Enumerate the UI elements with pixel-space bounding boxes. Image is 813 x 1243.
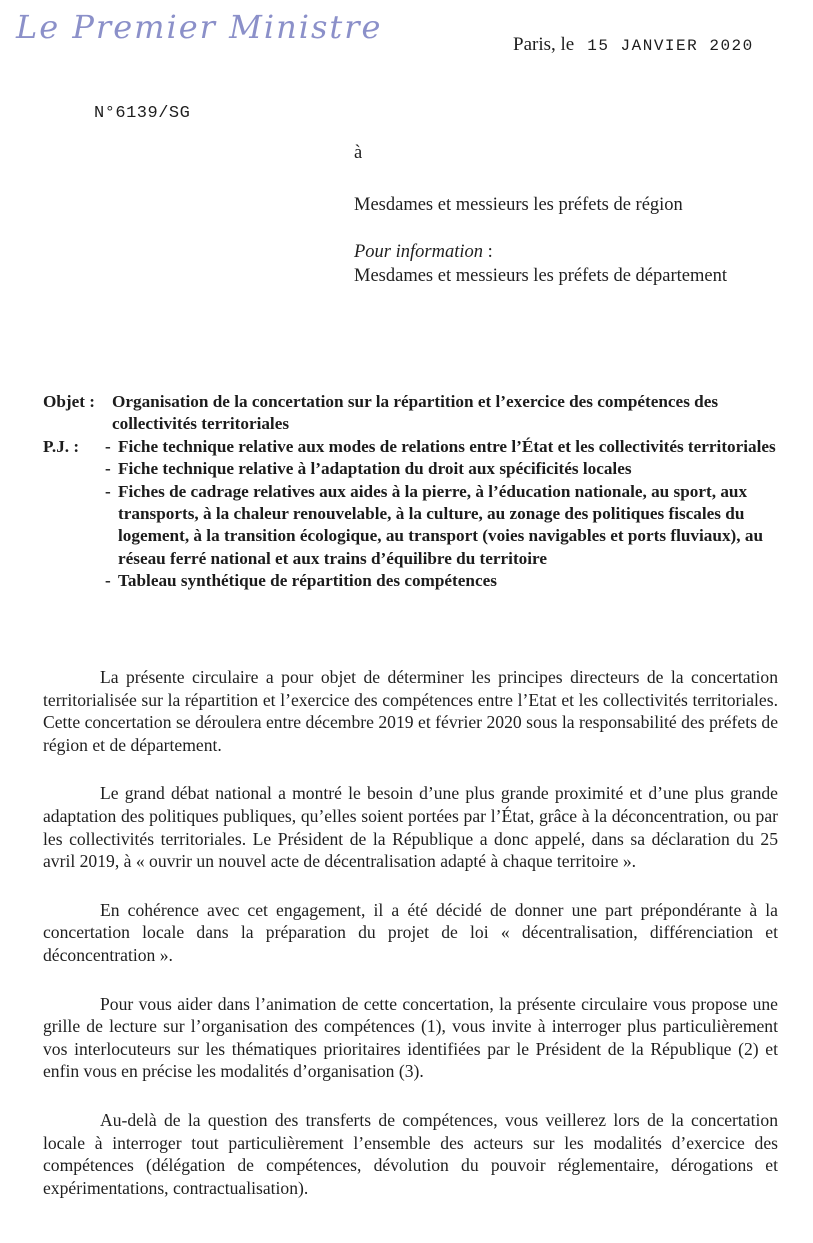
pj-item	[105, 458, 786, 480]
letterhead-script: Le Premier Ministre	[16, 8, 383, 46]
objet-label: Objet :	[43, 392, 96, 411]
info-label	[354, 240, 727, 264]
pj-item-text: Fiche technique relative à l’adaptation du droit aux spécificités locales	[118, 459, 632, 479]
pj-item-text: Fiches de cadrage relatives aux aides à la pierre, à l’éducation nationale, au sport, aux transports, à la chaleur renouvelable, à la culture, au zonage des politiques fiscales du logement, à la transition écologique, au transport (voies navigables et ports fluviaux), au réseau ferré national et aux trains d’équilibre du territoire	[118, 481, 764, 568]
pj-item	[105, 436, 786, 458]
pj-label: P.J. :	[43, 436, 80, 456]
subject-block	[43, 391, 786, 593]
recipient-department-line: Mesdames et messieurs les préfets de département	[354, 266, 727, 286]
body-paragraph: En cohérence avec cet engagement, il a été décidé de donner une part prépondérante à la concertation locale dans la préparation du projet de loi « décentralisation, différenciation et déconcentration ».	[43, 899, 778, 965]
pj-row	[43, 436, 786, 593]
reference-number: N°6139/SG	[94, 104, 191, 123]
recipient-region-line: Mesdames et messieurs les préfets de région	[354, 195, 683, 215]
body-paragraph: Le grand débat national a montré le besoin d’une plus grande proximité et d’une plus grande adaptation des politiques publiques, qu’elles soient portées par l’État, grâce à la déconcentration, ou par les collectivités territoriales. Le Président de la République a donc appelé, dans sa déclaration du 25 avril 2019, à « ouvrir un nouvel acte de décentralisation adapté à chaque territoire ».	[43, 783, 778, 872]
dash-marker: -	[105, 436, 111, 456]
letter-body	[43, 666, 778, 1225]
dash-marker: -	[105, 481, 111, 501]
objet-row	[43, 391, 786, 436]
pj-list	[105, 436, 786, 593]
date-stamp: 15 JANVIER 2020	[587, 37, 754, 55]
pj-item	[105, 481, 786, 571]
dash-marker: -	[105, 571, 111, 591]
recipients-block	[354, 141, 727, 288]
objet-text: Organisation de la concertation sur la répartition et l’exercice des compétences des collectivités territoriales	[112, 392, 719, 434]
body-paragraph: Au-delà de la question des transferts de compétences, vous veillerez lors de la concertation locale à interroger tout particulièrement l’ensemble des acteurs sur les modalités d’exercice des compétences (délégation de compétences, dévolution du pouvoir réglementaire, dérogations et expérimentations, contractualisation).	[43, 1109, 778, 1198]
pj-item	[105, 570, 786, 592]
info-label-italic: Pour information	[354, 242, 483, 262]
pj-item-text: Fiche technique relative aux modes de relations entre l’État et les collectivités territoriales	[118, 436, 776, 456]
dateline	[513, 34, 754, 56]
place-label: Paris, le	[513, 34, 575, 55]
body-paragraph: La présente circulaire a pour objet de déterminer les principes directeurs de la concertation territorialisée sur la répartition et l’exercice des compétences entre l’Etat et les collectivités territoriales. Cette concertation se déroulera entre décembre 2019 et février 2020 sous la responsabilité des préfets de région et de département.	[43, 667, 778, 755]
dash-marker: -	[105, 459, 111, 479]
to-prefix: à	[354, 143, 363, 163]
info-label-colon: :	[483, 242, 493, 262]
body-paragraph: Pour vous aider dans l’animation de cette concertation, la présente circulaire vous propose une grille de lecture sur l’organisation des compétences (1), vous invite à interroger plus particulièrement vos interlocuteurs sur les thématiques prioritaires identifiées par le Président de la République (2) et enfin vous en précise les modalités d’organisation (3).	[43, 993, 778, 1082]
pj-item-text: Tableau synthétique de répartition des compétences	[118, 571, 497, 591]
